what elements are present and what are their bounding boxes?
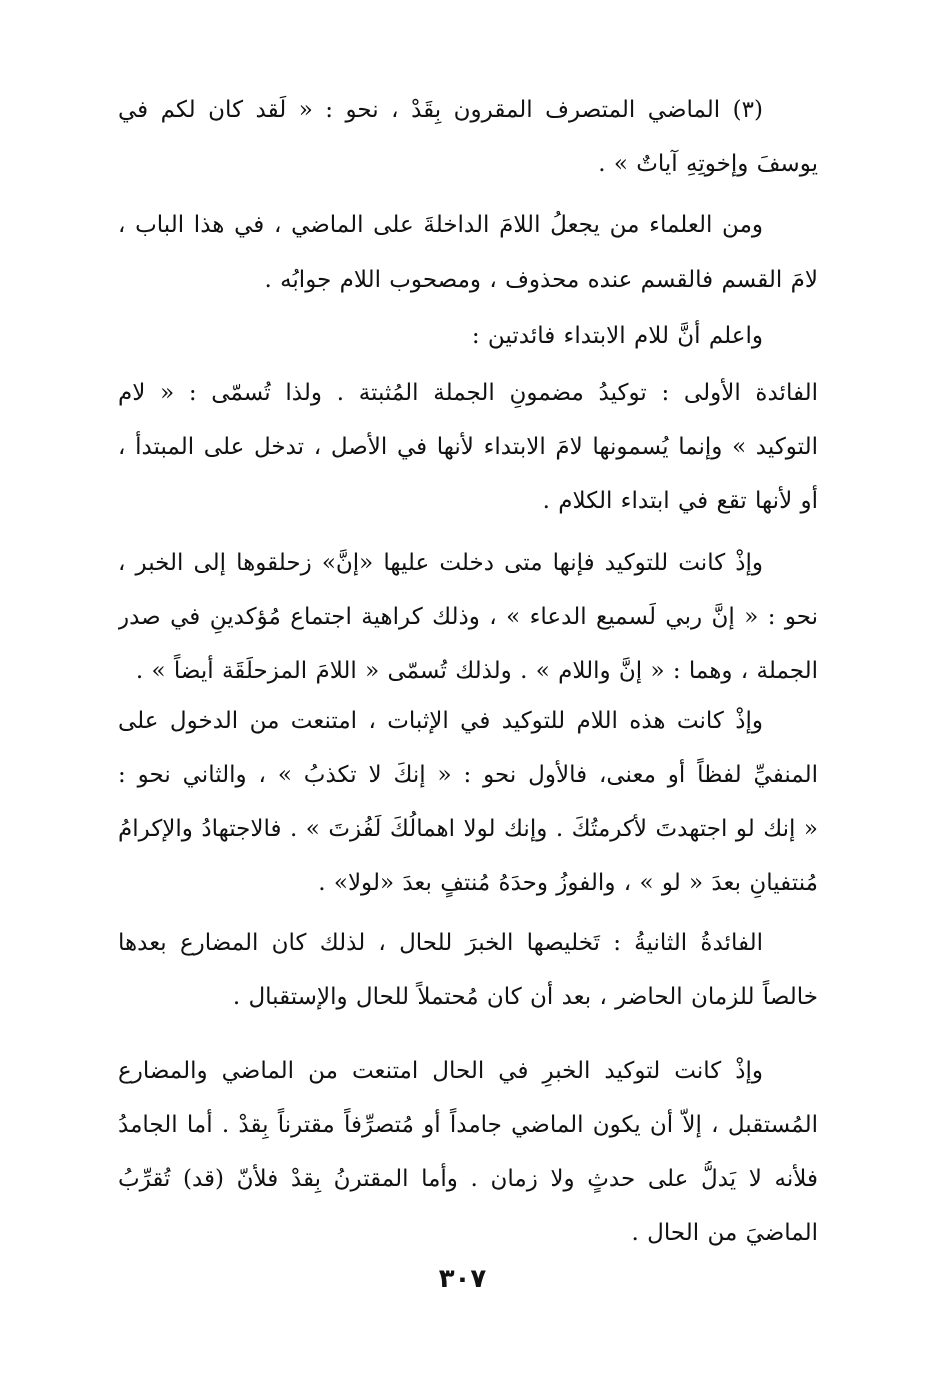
paragraph-two-benefits [118,318,818,354]
text-line: فلأنه لا يَدلُّ على حدثٍ ولا زمان . وأما المقترنُ بِقدْ فلأنّ (قد) تُقرِّبُ [118,1166,818,1192]
paragraph-oath-lam [118,207,818,298]
text-line: ومن العلماء من يجعلُ اللامَ الداخلةَ على الماضي ، في هذا الباب ، [118,212,763,238]
text-line: المنفيِّ لفظاً أو معنى، فالأول نحو : « إنكَ لا تكذبُ » ، والثاني نحو : [118,762,818,788]
paragraph-tense-restriction [118,1053,818,1251]
text-line: (٣) الماضي المتصرف المقرون بِقَدْ ، نحو : « لَقد كان لكم في [118,97,763,123]
paragraph-second-benefit [118,925,818,1015]
text-line: وإذْ كانت لتوكيد الخبرِ في الحال امتنعت من الماضي والمضارع [118,1058,763,1084]
paragraph-past-with-qad [118,92,818,182]
text-line: خالصاً للزمان الحاضر ، بعد أن كان مُحتملاً للحال والإستقبال . [232,984,818,1010]
text-line: واعلم أنَّ للام الابتداء فائدتين : [471,323,763,349]
text-line: نحو : « إنَّ ربي لَسميع الدعاء » ، وذلك كراهية اجتماع مُؤكدينِ في صدر [118,604,818,630]
text-line: لامَ القسم فالقسم عنده محذوف ، ومصحوب اللام جوابُه . [264,267,818,293]
text-line: الفائدةُ الثانيةُ : تَخليصها الخبرَ للحال ، لذلك كان المضارع بعدها [118,930,763,956]
page-number: ٣٠٧ [438,1264,487,1294]
text-line: وإذْ كانت للتوكيد فإنها متى دخلت عليها «إنَّ» زحلقوها إلى الخبر ، [118,550,763,576]
text-line: وإذْ كانت هذه اللام للتوكيد في الإثبات ، امتنعت من الدخول على [118,708,763,734]
text-line: الفائدة الأولى : توكيدُ مضمونِ الجملة المُثبتة . ولذا تُسمّى : « لام [118,380,818,406]
text-line: « إنك لو اجتهدتَ لأكرمتُكَ . وإنك لولا اهمالُكَ لَفُزتَ » . فالاجتهادُ والإكرامُ [118,816,818,842]
text-line: مُنتفيانِ بعدَ « لو » ، والفوزُ وحدَهُ مُنتفٍ بعدَ «لولا» . [318,870,818,896]
paragraph-negation [118,703,818,901]
text-line: يوسفَ وإخوتِهِ آياتٌ » . [598,151,818,177]
paragraph-first-benefit [118,375,818,519]
text-line: الماضيَ من الحال . [631,1220,818,1246]
paragraph-muzahlaqa [118,545,818,689]
text-line: أو لأنها تقع في ابتداء الكلام . [542,488,818,514]
text-line: التوكيد » وإنما يُسمونها لامَ الابتداء لأنها في الأصل ، تدخل على المبتدأ ، [118,434,818,460]
text-line: الجملة ، وهما : « إنَّ واللام » . ولذلك تُسمّى « اللامَ المزحلَقَة أيضاً » . [135,658,818,684]
text-line: المُستقبل ، إلاّ أن يكون الماضي جامداً أو مُتصرِّفاً مقترناً بِقدْ . أما الجامدُ [118,1112,818,1138]
